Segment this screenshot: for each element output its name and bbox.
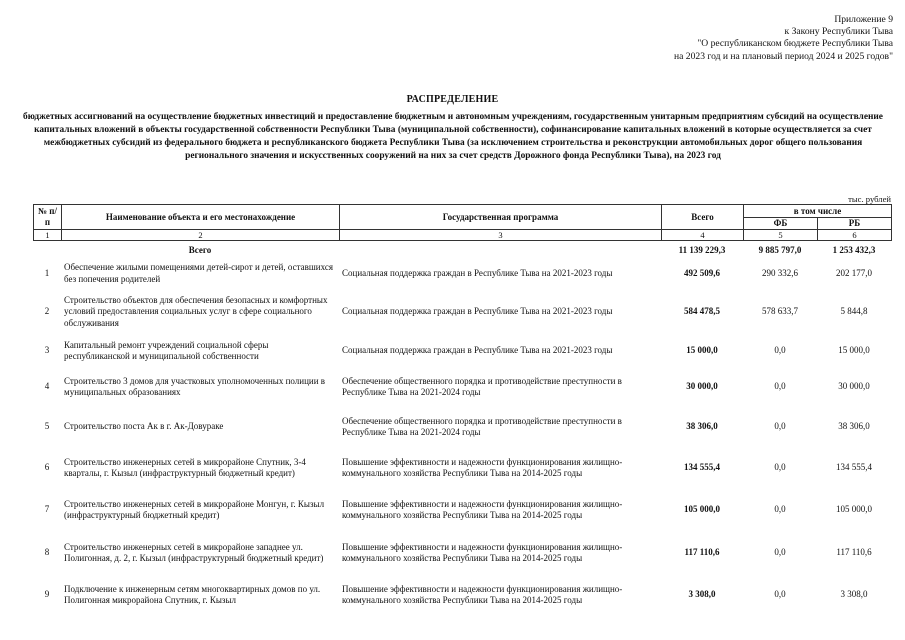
appendix-line-3: "О республиканском бюджете Республики Тыва <box>697 38 893 50</box>
row-program: Обеспечение общественного порядка и противодействие преступности в Республике Тыва на 2021-2024 годы <box>342 415 622 437</box>
row-name: Подключение к инженерным сетям многоквартирных домов по ул. Полигонная микрорайона Спутник, г. Кызыл <box>64 583 321 605</box>
header-name: Наименование объекта и его местонахождение <box>62 205 340 230</box>
row-rb: 30 000,0 <box>838 381 870 392</box>
row-rb: 117 110,6 <box>836 547 872 558</box>
row-no: 2 <box>44 306 50 317</box>
total-label: Всего <box>188 245 212 256</box>
table-row <box>33 258 891 289</box>
row-total: 30 000,0 <box>686 381 718 392</box>
row-rb: 5 844,8 <box>840 306 868 317</box>
row-program: Социальная поддержка граждан в Республике Тыва на 2021-2023 годы <box>342 267 613 278</box>
table-row <box>33 447 891 489</box>
row-fb: 0,0 <box>774 547 786 558</box>
header-no: № п/п <box>34 205 62 230</box>
row-no: 4 <box>44 381 50 392</box>
table-row <box>33 367 891 407</box>
row-no: 1 <box>44 267 50 278</box>
document-title: РАСПРЕДЕЛЕНИЕ <box>406 94 499 105</box>
row-rb: 105 000,0 <box>836 504 872 515</box>
appendix-line-4: на 2023 год и на плановый период 2024 и 2025 годов" <box>674 50 893 62</box>
colnum-3: 3 <box>340 230 662 241</box>
header-total: Всего <box>662 205 744 230</box>
appendix-line-2: к Закону Республики Тыва <box>784 26 893 38</box>
table-row <box>33 407 891 447</box>
row-rb: 3 308,0 <box>840 589 868 600</box>
units-label: тыс. рублей <box>848 194 891 204</box>
row-no: 8 <box>44 547 50 558</box>
row-program: Социальная поддержка граждан в Республике Тыва на 2021-2023 годы <box>342 306 613 317</box>
table-row <box>33 531 891 575</box>
row-name: Строительство инженерных сетей в микрорайоне Спутник, 3-4 кварталы, г. Кызыл (инфраструктурный бюджетный кредит) <box>64 456 306 478</box>
row-fb: 0,0 <box>774 504 786 515</box>
table-row <box>33 489 891 531</box>
header-fb: ФБ <box>744 218 818 230</box>
row-program: Обеспечение общественного порядка и противодействие преступности в Республике Тыва на 2021-2024 годы <box>342 375 622 397</box>
row-name: Строительство 3 домов для участковых уполномоченных полиции в муниципальных образованиях <box>64 375 326 397</box>
row-fb: 290 332,6 <box>762 267 798 278</box>
row-program: Повышение эффективности и надежности функционирования жилищно-коммунального хозяйства Республики Тыва на 2014-2025 годы <box>342 583 623 605</box>
total-rb: 1 253 432,3 <box>832 245 876 256</box>
row-total: 3 308,0 <box>688 589 716 600</box>
row-fb: 0,0 <box>774 345 786 356</box>
colnum-5: 5 <box>744 230 818 241</box>
row-name: Обеспечение жилыми помещениями детей-сирот и детей, оставшихся без попечения родителей <box>64 262 333 284</box>
row-total: 492 509,6 <box>684 267 720 278</box>
row-program: Повышение эффективности и надежности функционирования жилищно-коммунального хозяйства Республики Тыва на 2014-2025 годы <box>342 541 623 563</box>
row-program: Повышение эффективности и надежности функционирования жилищно-коммунального хозяйства Республики Тыва на 2014-2025 годы <box>342 498 623 520</box>
table-row <box>33 289 891 335</box>
table-header <box>33 204 892 241</box>
header-rb: РБ <box>818 218 892 230</box>
row-fb: 0,0 <box>774 381 786 392</box>
total-row <box>33 244 891 258</box>
row-total: 134 555,4 <box>684 462 720 473</box>
colnum-4: 4 <box>662 230 744 241</box>
row-total: 15 000,0 <box>686 345 718 356</box>
row-program: Повышение эффективности и надежности функционирования жилищно-коммунального хозяйства Республики Тыва на 2014-2025 годы <box>342 456 623 478</box>
table-body <box>33 244 891 615</box>
row-rb: 134 555,4 <box>836 462 872 473</box>
row-name: Капитальный ремонт учреждений социальной сферы республиканской и муниципальной собственности <box>64 339 269 361</box>
row-rb: 15 000,0 <box>838 345 870 356</box>
table-row <box>33 335 891 367</box>
row-total: 38 306,0 <box>686 421 718 432</box>
row-total: 584 478,5 <box>684 306 720 317</box>
row-no: 5 <box>44 421 50 432</box>
document-subtitle: бюджетных ассигнований на осуществление бюджетных инвестиций и предоставление бюджетным и автономным учреждениям, государственным унитарным предприятиям субсидий на осуществление капитальных вложений в объекты государственной собственности Республики Тыва (муниципальной собственности), софинансирование капитальных вложений в которые осуществляется за счет межбюджетных субсидий из федерального бюджета и республиканского бюджета Республики Тыва (за исключением строительства и реконструкции автомобильных дорог общего пользования регионального значения и искусственных сооружений на них за счет средств Дорожного фонда Республики Тыва), на 2023 год <box>23 112 883 161</box>
row-total: 117 110,6 <box>684 547 720 558</box>
colnum-1: 1 <box>34 230 62 241</box>
row-no: 6 <box>44 462 50 473</box>
row-rb: 38 306,0 <box>838 421 870 432</box>
row-name: Строительство объектов для обеспечения безопасных и комфортных условий предоставления социальных услуг в сфере социального обслуживания <box>64 294 328 328</box>
colnum-2: 2 <box>62 230 340 241</box>
appendix-header <box>473 14 893 63</box>
total-fb: 9 885 797,0 <box>758 245 802 256</box>
row-fb: 0,0 <box>774 589 786 600</box>
row-name: Строительство поста Ак в г. Ак-Довураке <box>64 421 224 432</box>
appendix-line-1: Приложение 9 <box>834 14 893 25</box>
header-program: Государственная программа <box>340 205 662 230</box>
row-fb: 0,0 <box>774 462 786 473</box>
table-row <box>33 575 891 615</box>
header-including: в том числе <box>744 205 892 218</box>
row-name: Строительство инженерных сетей в микрорайоне западнее ул. Полигонная, д. 2, г. Кызыл (инфраструктурный бюджетный кредит) <box>64 541 324 563</box>
row-name: Строительство инженерных сетей в микрорайоне Монгун, г. Кызыл (инфраструктурный бюджетный кредит) <box>64 498 325 520</box>
row-no: 3 <box>44 345 50 356</box>
total-all: 11 139 229,3 <box>678 245 726 256</box>
row-rb: 202 177,0 <box>836 267 872 278</box>
row-no: 9 <box>44 589 50 600</box>
row-fb: 0,0 <box>774 421 786 432</box>
row-fb: 578 633,7 <box>762 306 798 317</box>
row-program: Социальная поддержка граждан в Республике Тыва на 2021-2023 годы <box>342 345 613 356</box>
row-total: 105 000,0 <box>684 504 720 515</box>
colnum-6: 6 <box>818 230 892 241</box>
row-no: 7 <box>44 504 50 515</box>
